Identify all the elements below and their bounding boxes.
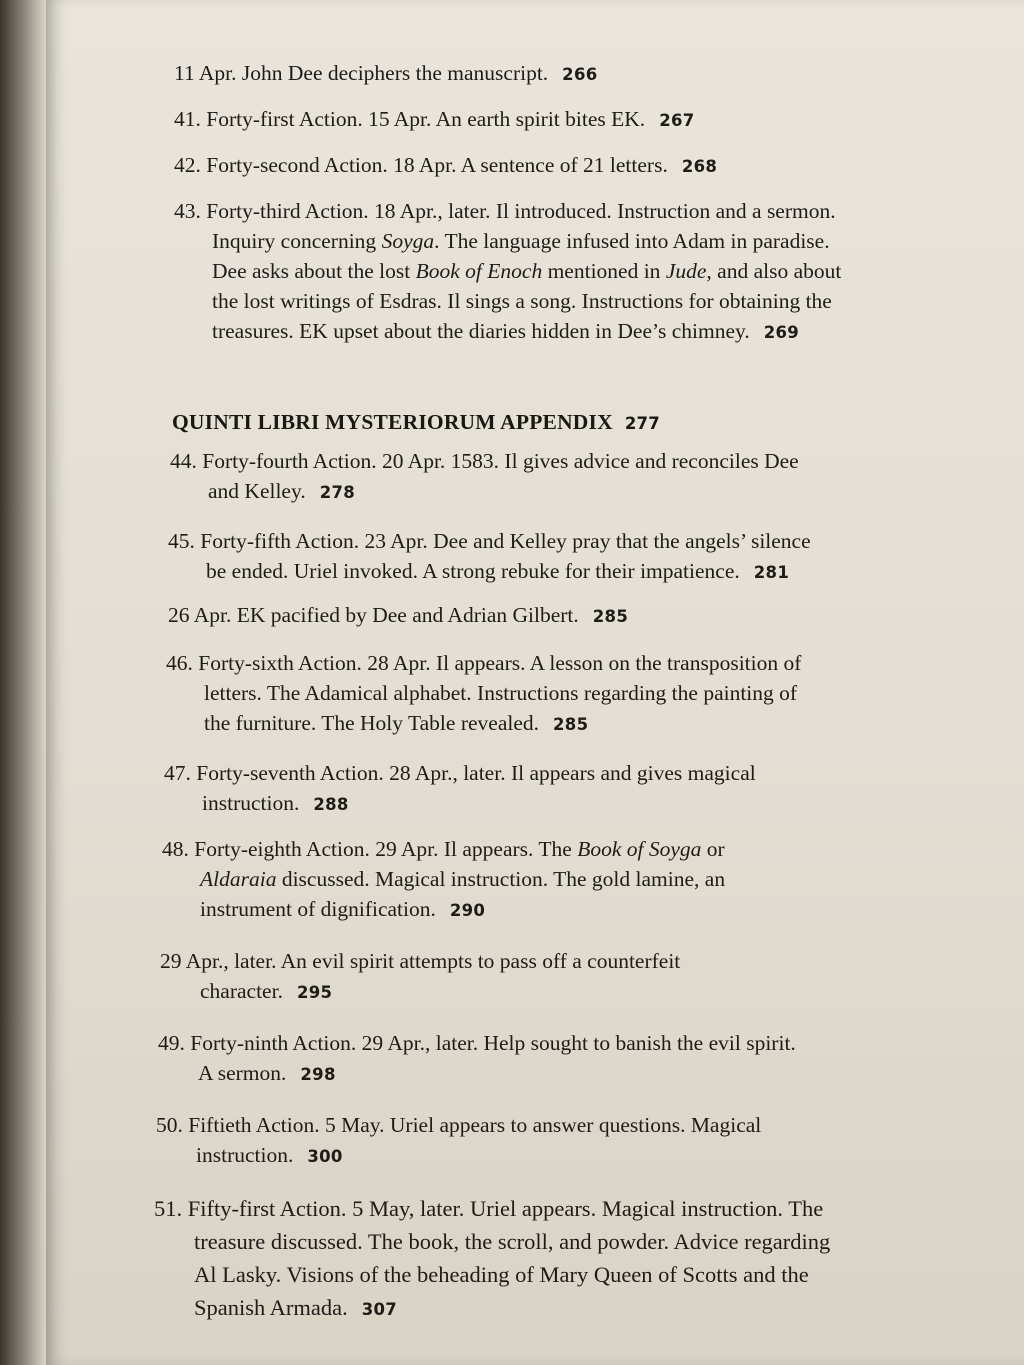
entry-text-line: instrument of dignification. (200, 897, 436, 921)
section-heading (172, 410, 660, 435)
entry-text: 50. Fiftieth Action. 5 May. Uriel appears to answer questions. Magical (156, 1113, 762, 1137)
entry-text-line: and Kelley. (208, 479, 306, 503)
toc-entry (162, 834, 725, 924)
section-title: QUINTI LIBRI MYSTERIORUM APPENDIX (172, 410, 613, 434)
page-number: 281 (753, 563, 790, 582)
toc-entry (168, 600, 628, 630)
page-number: 288 (313, 795, 349, 814)
page-number: 267 (659, 111, 695, 130)
page-number: 300 (307, 1147, 343, 1166)
entry-text: 49. Forty-ninth Action. 29 Apr., later. Help sought to banish the evil spirit. (158, 1031, 796, 1055)
page-number: 285 (553, 715, 589, 734)
entry-text-line: Spanish Armada. (194, 1295, 348, 1320)
page-number: 269 (763, 323, 800, 342)
entry-text-line: treasure discussed. The book, the scroll, and powder. Advice regarding (194, 1229, 831, 1254)
entry-text-line: Inquiry concerning Soyga. The language infused into Adam in paradise. (212, 229, 830, 253)
entry-text: 42. Forty-second Action. 18 Apr. A sentence of 21 letters. (174, 153, 668, 177)
entry-text: 45. Forty-fifth Action. 23 Apr. Dee and Kelley pray that the angels’ silence (168, 529, 811, 553)
entry-text-line: the lost writings of Esdras. Il sings a song. Instructions for obtaining the (212, 289, 832, 313)
toc-entry (154, 1192, 830, 1324)
toc-entry (160, 946, 680, 1006)
italic-title: Aldaraia (200, 867, 277, 891)
toc-entry (168, 526, 811, 586)
entry-text-line: instruction. (202, 791, 300, 815)
entry-text: 26 Apr. EK pacified by Dee and Adrian Gilbert. (168, 603, 579, 627)
toc-entry (156, 1110, 761, 1170)
entry-text: 51. Fifty-first Action. 5 May, later. Uriel appears. Magical instruction. The (154, 1196, 824, 1221)
toc-entry (158, 1028, 796, 1088)
toc-content (46, 0, 1024, 1365)
entry-text-line: A sermon. (198, 1061, 287, 1085)
toc-entry (174, 104, 695, 134)
italic-title: Book of Enoch (415, 259, 543, 283)
entry-text: 48. Forty-eighth Action. 29 Apr. Il appears. The Book of Soyga or (162, 837, 725, 861)
toc-entry (170, 446, 799, 506)
page-number: 278 (319, 483, 356, 502)
entry-text-line: Dee asks about the lost Book of Enoch mentioned in Jude, and also about (212, 259, 842, 283)
entry-text-line: Aldaraia discussed. Magical instruction. The gold lamine, an (200, 867, 726, 891)
toc-entry (164, 758, 756, 818)
page-number: 298 (300, 1065, 336, 1084)
toc-entry (166, 648, 801, 738)
entry-text-line: Al Lasky. Visions of the beheading of Mary Queen of Scotts and the (194, 1262, 809, 1287)
page-number: 277 (624, 414, 660, 433)
page-number: 285 (592, 607, 629, 626)
entry-text: 44. Forty-fourth Action. 20 Apr. 1583. Il gives advice and reconciles Dee (170, 449, 799, 473)
page-number: 307 (361, 1300, 398, 1319)
italic-title: Soyga (381, 229, 435, 253)
page-number: 268 (681, 157, 718, 176)
italic-title: Book of Soyga (577, 837, 702, 861)
entry-text: 43. Forty-third Action. 18 Apr., later. Il introduced. Instruction and a sermon. (174, 199, 836, 223)
toc-entry (174, 150, 717, 180)
entry-text-line: be ended. Uriel invoked. A strong rebuke for their impatience. (206, 559, 740, 583)
book-page (46, 0, 1024, 1365)
toc-entry (174, 196, 841, 346)
entry-text-line: letters. The Adamical alphabet. Instructions regarding the painting of (204, 681, 798, 705)
entry-text: 11 Apr. John Dee deciphers the manuscript. (174, 61, 549, 85)
entry-text: 47. Forty-seventh Action. 28 Apr., later. Il appears and gives magical (164, 761, 756, 785)
page-number: 295 (296, 983, 333, 1002)
page-number: 290 (449, 901, 486, 920)
entry-text: 46. Forty-sixth Action. 28 Apr. Il appears. A lesson on the transposition of (166, 651, 802, 675)
entry-text-line: character. (200, 979, 283, 1003)
page-number: 266 (562, 65, 598, 84)
entry-text: 29 Apr., later. An evil spirit attempts to pass off a counterfeit (160, 949, 681, 973)
entry-text: 41. Forty-first Action. 15 Apr. An earth spirit bites EK. (174, 107, 646, 131)
entry-text-line: treasures. EK upset about the diaries hidden in Dee’s chimney. (212, 319, 750, 343)
toc-entry (174, 58, 598, 88)
italic-title: Jude (665, 259, 707, 283)
entry-text-line: the furniture. The Holy Table revealed. (204, 711, 540, 735)
entry-text-line: instruction. (196, 1143, 294, 1167)
